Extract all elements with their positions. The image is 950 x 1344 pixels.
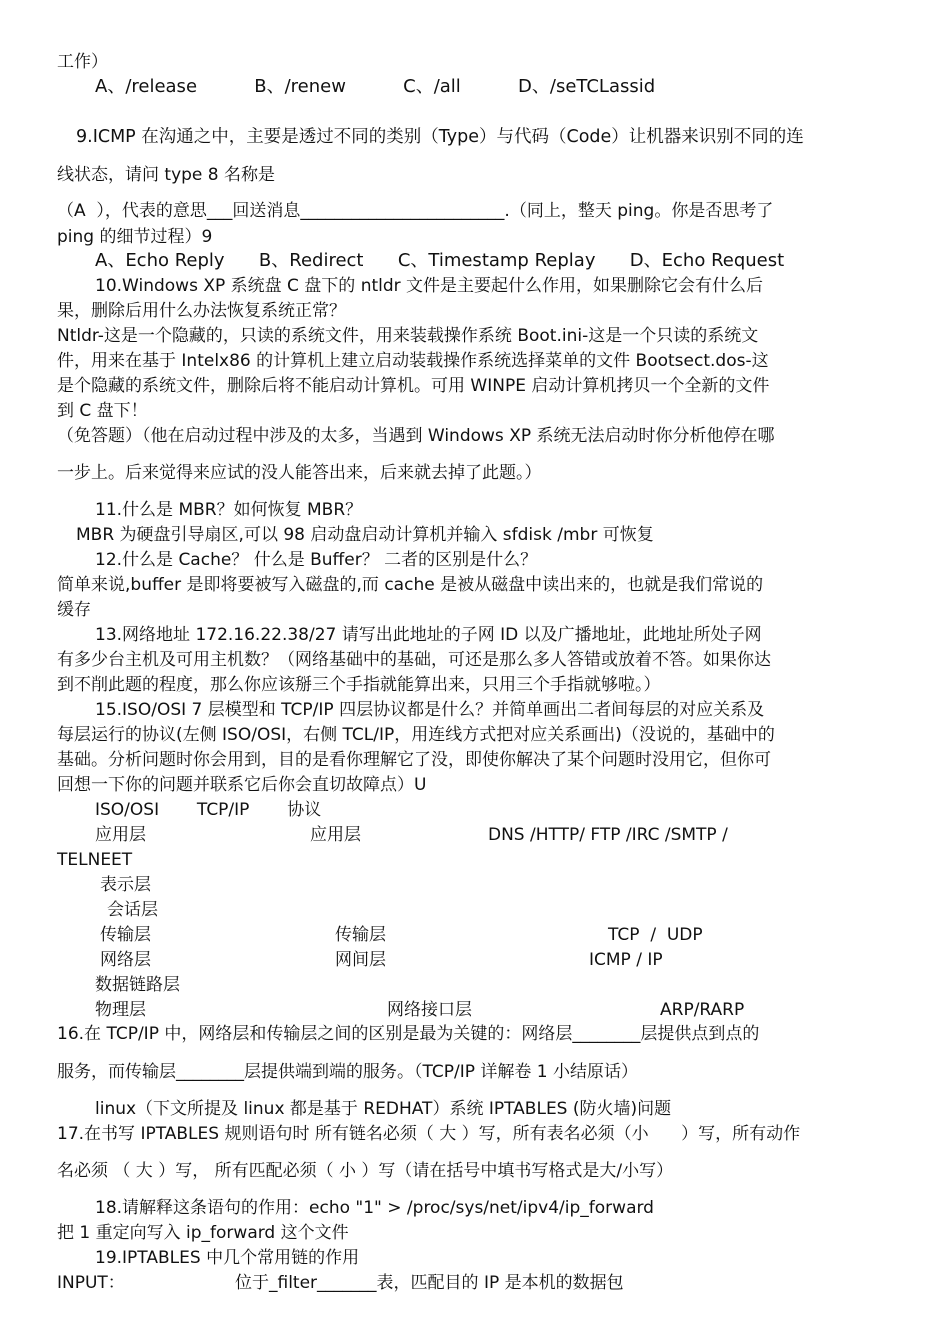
answer-label: INPUT：: [57, 1273, 125, 1293]
question-16-line: 16.在 TCP/IP 中，网络层和传输层之间的区别是最为关键的：网络层________层提供点到点的: [57, 1024, 760, 1044]
protocol-list: ICMP / IP: [589, 950, 663, 970]
text-line: 一步上。后来觉得来应试的没人能答出来，后来就去掉了此题。）: [57, 463, 542, 483]
question-15-line: 15.ISO/OSI 7 层模型和 TCP/IP 四层协议都是什么？并简单画出二者间每层的对应关系及: [95, 700, 765, 720]
osi-layer: 传输层: [100, 925, 151, 945]
text-line: 有多少台主机及可用主机数？（网络基础中的基础，可还是那么多人答错或放着不答。如果你达: [57, 650, 771, 670]
answer-line: 到 C 盘下！: [57, 401, 148, 421]
question-9-line: 9.ICMP 在沟通之中，主要是透过不同的类别（Type）与代码（Code）让机器来识别不同的连: [76, 127, 804, 147]
text-line: 回想一下你的问题并联系它后你会直切故障点）U: [57, 775, 427, 795]
text-line: （免答题）（他在启动过程中涉及的太多，当遇到 Windows XP 系统无法启动时你分析他停在哪: [57, 426, 775, 446]
question-12-line: 12.什么是 Cache？ 什么是 Buffer？ 二者的区别是什么？: [95, 550, 538, 570]
text-line: 果，删除后用什么办法恢复系统正常？: [57, 301, 346, 321]
option-line: A、Echo Reply B、Redirect C、Timestamp Replay D、Echo Request: [95, 250, 785, 271]
answer-line: 件，用来在基于 Intelx86 的计算机上建立启动装载操作系统选择菜单的文件 Bootsect.dos-这: [57, 351, 769, 371]
question-13-line: 13.网络地址 172.16.22.38/27 请写出此地址的子网 ID 以及广播地址，此地址所处子网: [95, 625, 762, 645]
option-line: A、/release B、/renew C、/all D、/seTCLassid: [95, 76, 656, 97]
section-heading: linux（下文所提及 linux 都是基于 REDHAT）系统 IPTABLES (防火墙)问题: [95, 1099, 672, 1119]
answer-line: MBR 为硬盘引导扇区,可以 98 启动盘启动计算机并输入 sfdisk /mbr 可恢复: [76, 525, 654, 545]
question-19-line: 19.IPTABLES 中几个常用链的作用: [95, 1248, 360, 1268]
answer-line: 简单来说,buffer 是即将要被写入磁盘的,而 cache 是被从磁盘中读出来的，也就是我们常说的: [57, 575, 764, 595]
answer-line: 位于_filter_______表，匹配目的 IP 是本机的数据包: [235, 1273, 624, 1293]
osi-layer: 表示层: [100, 875, 151, 895]
text-line: 基础。分析问题时你会用到，目的是看你理解它了没，即使你解决了某个问题时没用它，但你可: [57, 750, 771, 770]
question-11-line: 11.什么是 MBR？如何恢复 MBR？: [95, 500, 363, 520]
text-line: （A ），代表的意思___回送消息________________________.（同上，整天 ping。你是否思考了: [57, 201, 774, 221]
text-line: 每层运行的协议(左侧 ISO/OSI，右侧 TCL/IP，用连线方式把对应关系画出)（没说的，基础中的: [57, 725, 775, 745]
protocol-list: TELNEET: [57, 850, 133, 870]
question-10-line: 10.Windows XP 系统盘 C 盘下的 ntldr 文件是主要起什么作用，如果删除它会有什么后: [95, 276, 764, 296]
answer-line: Ntldr-这是一个隐藏的，只读的系统文件，用来装载操作系统 Boot.ini-这是一个只读的系统文: [57, 326, 759, 346]
answer-line: 把 1 重定向写入 ip_forward 这个文件: [57, 1223, 349, 1243]
question-18-line: 18.请解释这条语句的作用：echo "1" > /proc/sys/net/ipv4/ip_forward: [95, 1198, 654, 1218]
osi-layer: 物理层: [95, 1000, 146, 1020]
text-line: 名必须 （ 大 ）写， 所有匹配必须（ 小 ）写（请在括号中填书写格式是大/小写）: [57, 1161, 674, 1181]
tcpip-layer: 网间层: [335, 950, 386, 970]
question-17-line: 17.在书写 IPTABLES 规则语句时 所有链名必须（ 大 ）写，所有表名必须（小 ）写，所有动作: [57, 1124, 801, 1144]
protocol-list: DNS /HTTP/ FTP /IRC /SMTP /: [488, 825, 728, 845]
protocol-list: TCP / UDP: [608, 925, 703, 945]
text-line: 到不削此题的程度，那么你应该掰三个手指就能算出来，只用三个手指就够啦。）: [57, 675, 661, 695]
text-line: 服务，而传输层________层提供端到端的服务。（TCP/IP 详解卷 1 小结原话）: [57, 1062, 639, 1082]
osi-layer: 应用层: [95, 825, 146, 845]
osi-table-header: ISO/OSI TCP/IP 协议: [95, 800, 322, 820]
osi-layer: 会话层: [107, 900, 158, 920]
text-line: 线状态，请问 type 8 名称是: [57, 165, 276, 185]
answer-line: 缓存: [57, 600, 91, 620]
tcpip-layer: 应用层: [310, 825, 361, 845]
text-line: ping 的细节过程）9: [57, 227, 213, 247]
protocol-list: ARP/RARP: [660, 1000, 745, 1020]
osi-layer: 数据链路层: [95, 975, 180, 995]
osi-layer: 网络层: [100, 950, 151, 970]
text-line: 工作）: [57, 52, 108, 72]
tcpip-layer: 传输层: [335, 925, 386, 945]
answer-line: 是个隐藏的系统文件，删除后将不能启动计算机。可用 WINPE 启动计算机拷贝一个全新的文件: [57, 376, 770, 396]
tcpip-layer: 网络接口层: [387, 1000, 472, 1020]
